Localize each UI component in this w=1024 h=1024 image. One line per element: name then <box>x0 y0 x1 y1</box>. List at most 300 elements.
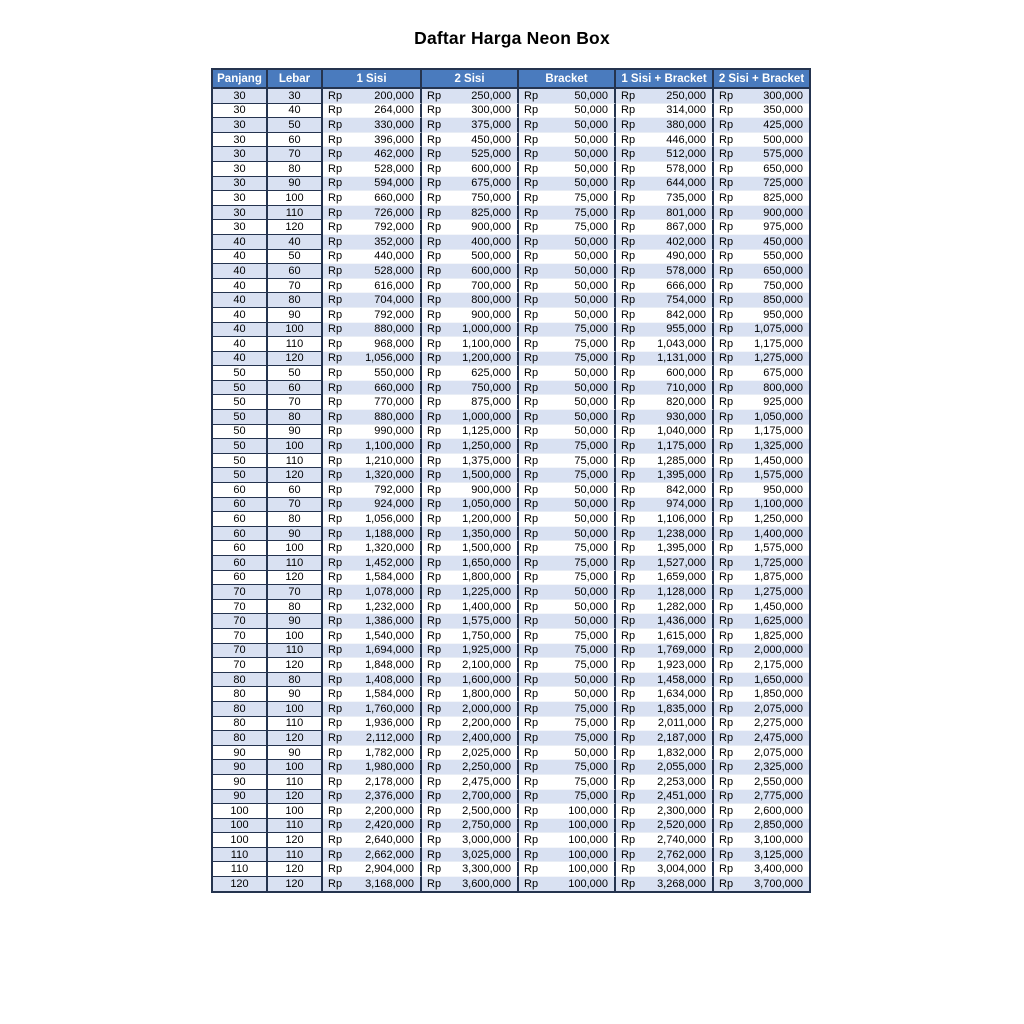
price-value: 600,000 <box>471 264 511 277</box>
price-value: 1,408,000 <box>365 673 414 686</box>
currency-label: Rp <box>328 585 343 598</box>
price-cell <box>422 425 519 440</box>
price-value: 2,175,000 <box>754 658 803 671</box>
price-value: 2,400,000 <box>462 731 511 744</box>
lebar-cell: 100 <box>268 541 323 556</box>
price-cell <box>323 279 422 294</box>
table-row <box>213 556 809 571</box>
price-cell <box>616 410 714 425</box>
currency-label: Rp <box>328 162 343 175</box>
currency-label: Rp <box>524 658 539 671</box>
currency-label: Rp <box>427 702 442 715</box>
currency-label: Rp <box>719 133 734 146</box>
price-cell <box>616 337 714 352</box>
currency-label: Rp <box>719 790 734 803</box>
currency-label: Rp <box>524 191 539 204</box>
price-cell <box>323 687 422 702</box>
price-cell <box>616 147 714 162</box>
currency-label: Rp <box>621 337 636 350</box>
table-row <box>213 425 809 440</box>
currency-label: Rp <box>621 381 636 394</box>
currency-label: Rp <box>328 571 343 584</box>
lebar-cell: 70 <box>268 395 323 410</box>
price-value: 666,000 <box>666 279 706 292</box>
price-value: 300,000 <box>471 104 511 117</box>
price-value: 950,000 <box>763 308 803 321</box>
table-row <box>213 395 809 410</box>
currency-label: Rp <box>328 396 343 409</box>
price-value: 462,000 <box>374 148 414 161</box>
price-cell <box>714 250 809 265</box>
price-cell <box>616 395 714 410</box>
price-value: 955,000 <box>666 323 706 336</box>
currency-label: Rp <box>328 425 343 438</box>
currency-label: Rp <box>427 104 442 117</box>
lebar-cell: 80 <box>268 673 323 688</box>
currency-label: Rp <box>621 717 636 730</box>
price-value: 75,000 <box>574 761 608 774</box>
price-value: 330,000 <box>374 118 414 131</box>
price-cell <box>616 819 714 834</box>
panjang-cell: 30 <box>213 118 268 133</box>
currency-label: Rp <box>524 498 539 511</box>
price-cell <box>422 162 519 177</box>
panjang-cell: 90 <box>213 746 268 761</box>
panjang-cell: 100 <box>213 804 268 819</box>
lebar-cell: 110 <box>268 717 323 732</box>
price-cell <box>422 366 519 381</box>
price-value: 1,584,000 <box>365 571 414 584</box>
price-cell <box>714 804 809 819</box>
lebar-cell: 120 <box>268 862 323 877</box>
currency-label: Rp <box>427 731 442 744</box>
price-value: 1,760,000 <box>365 702 414 715</box>
currency-label: Rp <box>621 279 636 292</box>
panjang-cell: 70 <box>213 658 268 673</box>
currency-label: Rp <box>328 206 343 219</box>
currency-label: Rp <box>719 410 734 423</box>
currency-label: Rp <box>621 323 636 336</box>
currency-label: Rp <box>719 308 734 321</box>
price-value: 842,000 <box>666 483 706 496</box>
price-cell <box>714 177 809 192</box>
lebar-cell: 110 <box>268 454 323 469</box>
price-table-header <box>213 70 809 89</box>
header-1-sisi: 1 Sisi <box>323 70 422 89</box>
price-value: 50,000 <box>574 527 608 540</box>
price-value: 2,740,000 <box>657 834 706 847</box>
price-cell <box>422 220 519 235</box>
panjang-cell: 50 <box>213 439 268 454</box>
price-value: 2,550,000 <box>754 775 803 788</box>
price-value: 820,000 <box>666 396 706 409</box>
price-value: 50,000 <box>574 600 608 613</box>
price-cell <box>714 687 809 702</box>
price-cell <box>519 118 616 133</box>
currency-label: Rp <box>328 731 343 744</box>
price-value: 1,540,000 <box>365 629 414 642</box>
currency-label: Rp <box>328 294 343 307</box>
price-value: 930,000 <box>666 410 706 423</box>
price-cell <box>616 541 714 556</box>
currency-label: Rp <box>524 469 539 482</box>
price-value: 1,043,000 <box>657 337 706 350</box>
currency-label: Rp <box>621 498 636 511</box>
price-cell <box>323 600 422 615</box>
currency-label: Rp <box>524 148 539 161</box>
price-value: 1,200,000 <box>462 513 511 526</box>
panjang-cell: 50 <box>213 410 268 425</box>
currency-label: Rp <box>621 585 636 598</box>
currency-label: Rp <box>427 688 442 701</box>
price-cell <box>616 250 714 265</box>
price-value: 100,000 <box>568 804 608 817</box>
price-cell <box>519 337 616 352</box>
lebar-cell: 80 <box>268 512 323 527</box>
price-cell <box>616 483 714 498</box>
price-value: 1,250,000 <box>462 440 511 453</box>
price-cell <box>616 673 714 688</box>
price-value: 3,600,000 <box>462 877 511 890</box>
price-cell <box>519 702 616 717</box>
price-value: 2,075,000 <box>754 746 803 759</box>
price-value: 2,000,000 <box>754 644 803 657</box>
currency-label: Rp <box>621 483 636 496</box>
currency-label: Rp <box>427 658 442 671</box>
panjang-cell: 100 <box>213 819 268 834</box>
table-row <box>213 746 809 761</box>
price-value: 1,188,000 <box>365 527 414 540</box>
price-cell <box>519 191 616 206</box>
price-cell <box>519 395 616 410</box>
header-lebar: Lebar <box>268 70 323 89</box>
currency-label: Rp <box>621 118 636 131</box>
price-value: 75,000 <box>574 644 608 657</box>
price-cell <box>519 498 616 513</box>
currency-label: Rp <box>524 673 539 686</box>
table-row <box>213 804 809 819</box>
price-value: 2,520,000 <box>657 819 706 832</box>
table-row <box>213 512 809 527</box>
price-cell <box>519 323 616 338</box>
price-value: 675,000 <box>471 177 511 190</box>
price-cell <box>519 644 616 659</box>
price-cell <box>422 206 519 221</box>
currency-label: Rp <box>427 367 442 380</box>
panjang-cell: 70 <box>213 644 268 659</box>
currency-label: Rp <box>524 688 539 701</box>
price-cell <box>323 790 422 805</box>
price-cell <box>714 352 809 367</box>
currency-label: Rp <box>719 527 734 540</box>
price-value: 2,850,000 <box>754 819 803 832</box>
price-value: 1,600,000 <box>462 673 511 686</box>
price-value: 1,285,000 <box>657 454 706 467</box>
price-cell <box>519 468 616 483</box>
price-value: 75,000 <box>574 542 608 555</box>
currency-label: Rp <box>621 235 636 248</box>
lebar-cell: 60 <box>268 264 323 279</box>
currency-label: Rp <box>621 104 636 117</box>
currency-label: Rp <box>328 877 343 890</box>
price-value: 100,000 <box>568 863 608 876</box>
price-cell <box>519 250 616 265</box>
price-value: 50,000 <box>574 615 608 628</box>
price-value: 1,575,000 <box>754 542 803 555</box>
table-row <box>213 877 809 891</box>
price-value: 50,000 <box>574 425 608 438</box>
currency-label: Rp <box>427 294 442 307</box>
table-row <box>213 600 809 615</box>
price-value: 1,128,000 <box>657 585 706 598</box>
price-value: 1,000,000 <box>462 323 511 336</box>
price-cell <box>616 629 714 644</box>
price-value: 400,000 <box>471 235 511 248</box>
currency-label: Rp <box>719 834 734 847</box>
price-cell <box>714 760 809 775</box>
price-cell <box>714 147 809 162</box>
price-value: 1,584,000 <box>365 688 414 701</box>
currency-label: Rp <box>524 527 539 540</box>
price-cell <box>616 585 714 600</box>
price-cell <box>616 425 714 440</box>
currency-label: Rp <box>328 235 343 248</box>
price-value: 550,000 <box>374 367 414 380</box>
price-value: 975,000 <box>763 221 803 234</box>
currency-label: Rp <box>621 834 636 847</box>
price-cell <box>323 541 422 556</box>
table-row <box>213 293 809 308</box>
price-cell <box>519 512 616 527</box>
price-cell <box>616 687 714 702</box>
price-value: 1,175,000 <box>754 425 803 438</box>
price-value: 2,055,000 <box>657 761 706 774</box>
price-cell <box>519 673 616 688</box>
currency-label: Rp <box>427 527 442 540</box>
lebar-cell: 80 <box>268 600 323 615</box>
price-cell <box>422 614 519 629</box>
currency-label: Rp <box>427 469 442 482</box>
currency-label: Rp <box>328 834 343 847</box>
price-cell <box>323 527 422 542</box>
price-value: 710,000 <box>666 381 706 394</box>
currency-label: Rp <box>621 162 636 175</box>
header-panjang: Panjang <box>213 70 268 89</box>
price-value: 1,650,000 <box>754 673 803 686</box>
price-value: 550,000 <box>763 250 803 263</box>
price-cell <box>323 191 422 206</box>
price-value: 990,000 <box>374 425 414 438</box>
header-2-sisi: 2 Sisi <box>422 70 519 89</box>
price-value: 704,000 <box>374 294 414 307</box>
price-cell <box>714 527 809 542</box>
price-value: 100,000 <box>568 819 608 832</box>
currency-label: Rp <box>719 775 734 788</box>
price-cell <box>714 337 809 352</box>
price-cell <box>616 323 714 338</box>
lebar-cell: 60 <box>268 483 323 498</box>
price-value: 850,000 <box>763 294 803 307</box>
price-cell <box>616 352 714 367</box>
price-cell <box>714 746 809 761</box>
price-cell <box>616 775 714 790</box>
lebar-cell: 90 <box>268 177 323 192</box>
price-value: 1,980,000 <box>365 761 414 774</box>
price-value: 1,275,000 <box>754 585 803 598</box>
panjang-cell: 30 <box>213 89 268 104</box>
price-cell <box>519 614 616 629</box>
panjang-cell: 70 <box>213 600 268 615</box>
currency-label: Rp <box>328 133 343 146</box>
price-value: 50,000 <box>574 688 608 701</box>
currency-label: Rp <box>719 615 734 628</box>
price-value: 770,000 <box>374 396 414 409</box>
currency-label: Rp <box>524 775 539 788</box>
header-row <box>213 70 809 89</box>
price-value: 1,832,000 <box>657 746 706 759</box>
price-cell <box>714 731 809 746</box>
lebar-cell: 90 <box>268 687 323 702</box>
price-value: 50,000 <box>574 279 608 292</box>
currency-label: Rp <box>328 527 343 540</box>
price-value: 1,923,000 <box>657 658 706 671</box>
price-cell <box>616 790 714 805</box>
lebar-cell: 100 <box>268 804 323 819</box>
panjang-cell: 30 <box>213 206 268 221</box>
price-cell <box>323 89 422 104</box>
price-value: 50,000 <box>574 410 608 423</box>
price-cell <box>519 162 616 177</box>
currency-label: Rp <box>524 819 539 832</box>
currency-label: Rp <box>427 410 442 423</box>
price-value: 675,000 <box>763 367 803 380</box>
price-cell <box>616 118 714 133</box>
currency-label: Rp <box>427 644 442 657</box>
currency-label: Rp <box>524 104 539 117</box>
lebar-cell: 40 <box>268 104 323 119</box>
currency-label: Rp <box>427 337 442 350</box>
price-cell <box>323 293 422 308</box>
price-cell <box>519 220 616 235</box>
currency-label: Rp <box>524 177 539 190</box>
panjang-cell: 40 <box>213 323 268 338</box>
currency-label: Rp <box>524 644 539 657</box>
price-value: 900,000 <box>763 206 803 219</box>
price-cell <box>323 804 422 819</box>
panjang-cell: 40 <box>213 293 268 308</box>
currency-label: Rp <box>621 177 636 190</box>
price-cell <box>616 571 714 586</box>
price-cell <box>323 147 422 162</box>
price-cell <box>422 862 519 877</box>
table-row <box>213 790 809 805</box>
table-row <box>213 775 809 790</box>
currency-label: Rp <box>524 367 539 380</box>
price-value: 1,075,000 <box>754 323 803 336</box>
currency-label: Rp <box>427 571 442 584</box>
currency-label: Rp <box>524 513 539 526</box>
price-value: 2,420,000 <box>365 819 414 832</box>
currency-label: Rp <box>524 425 539 438</box>
panjang-cell: 50 <box>213 381 268 396</box>
panjang-cell: 80 <box>213 687 268 702</box>
currency-label: Rp <box>427 206 442 219</box>
price-value: 250,000 <box>666 89 706 102</box>
currency-label: Rp <box>719 571 734 584</box>
price-value: 300,000 <box>763 89 803 102</box>
price-value: 75,000 <box>574 702 608 715</box>
lebar-cell: 30 <box>268 89 323 104</box>
table-row <box>213 483 809 498</box>
price-value: 1,050,000 <box>462 498 511 511</box>
price-value: 2,187,000 <box>657 731 706 744</box>
price-cell <box>519 556 616 571</box>
lebar-cell: 120 <box>268 833 323 848</box>
price-value: 3,700,000 <box>754 877 803 890</box>
price-value: 1,238,000 <box>657 527 706 540</box>
price-value: 968,000 <box>374 337 414 350</box>
table-row <box>213 191 809 206</box>
price-value: 75,000 <box>574 469 608 482</box>
price-cell <box>422 585 519 600</box>
lebar-cell: 120 <box>268 658 323 673</box>
price-cell <box>422 177 519 192</box>
price-cell <box>714 717 809 732</box>
price-value: 1,782,000 <box>365 746 414 759</box>
price-value: 1,835,000 <box>657 702 706 715</box>
currency-label: Rp <box>328 673 343 686</box>
currency-label: Rp <box>328 761 343 774</box>
price-cell <box>714 790 809 805</box>
price-value: 2,904,000 <box>365 863 414 876</box>
price-table-body <box>213 89 809 891</box>
currency-label: Rp <box>719 425 734 438</box>
price-cell <box>323 410 422 425</box>
price-cell <box>323 118 422 133</box>
currency-label: Rp <box>427 863 442 876</box>
price-cell <box>714 512 809 527</box>
price-cell <box>323 425 422 440</box>
currency-label: Rp <box>719 440 734 453</box>
price-cell <box>714 439 809 454</box>
currency-label: Rp <box>719 104 734 117</box>
header-1-sisi-bracket: 1 Sisi + Bracket <box>616 70 714 89</box>
price-value: 1,325,000 <box>754 440 803 453</box>
currency-label: Rp <box>719 556 734 569</box>
currency-label: Rp <box>524 133 539 146</box>
currency-label: Rp <box>427 133 442 146</box>
table-row <box>213 629 809 644</box>
currency-label: Rp <box>719 498 734 511</box>
price-value: 2,376,000 <box>365 790 414 803</box>
currency-label: Rp <box>427 746 442 759</box>
price-cell <box>714 600 809 615</box>
panjang-cell: 80 <box>213 717 268 732</box>
currency-label: Rp <box>427 877 442 890</box>
lebar-cell: 90 <box>268 308 323 323</box>
table-row <box>213 337 809 352</box>
price-value: 50,000 <box>574 148 608 161</box>
price-cell <box>323 235 422 250</box>
price-cell <box>714 279 809 294</box>
price-value: 1,650,000 <box>462 556 511 569</box>
lebar-cell: 70 <box>268 279 323 294</box>
price-cell <box>519 819 616 834</box>
price-cell <box>422 483 519 498</box>
price-value: 1,282,000 <box>657 600 706 613</box>
price-cell <box>714 89 809 104</box>
currency-label: Rp <box>328 454 343 467</box>
